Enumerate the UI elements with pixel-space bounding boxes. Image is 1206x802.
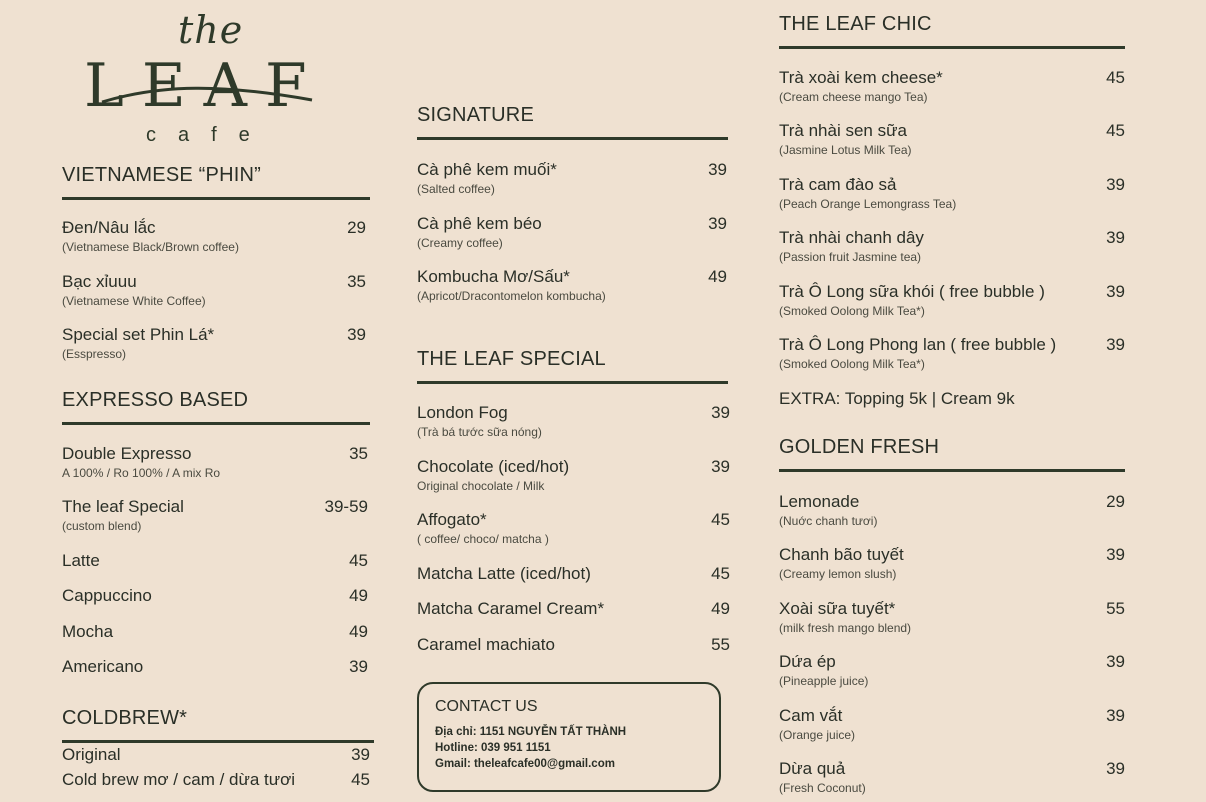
menu-item xyxy=(62,325,366,361)
menu-item xyxy=(779,652,1125,688)
section-signature xyxy=(417,104,728,140)
item-price: 39 xyxy=(347,325,366,344)
item-name: Đen/Nâu lắc xyxy=(62,218,156,237)
section-divider xyxy=(62,422,370,425)
section-title: COLDBREW* xyxy=(62,707,188,729)
menu-item xyxy=(62,497,368,533)
section-golden-fresh xyxy=(779,436,1125,472)
chic-items xyxy=(779,68,1125,378)
menu-item xyxy=(62,272,366,308)
menu-item xyxy=(62,586,368,606)
item-desc: (Cream cheese mango Tea) xyxy=(779,90,928,104)
menu-item xyxy=(779,335,1125,371)
item-desc: (Esspresso) xyxy=(62,347,127,361)
item-price: 35 xyxy=(349,444,368,463)
item-name: Cold brew mơ / cam / dừa tươi xyxy=(62,770,296,789)
item-desc: (Vietnamese Black/Brown coffee) xyxy=(62,240,239,254)
menu-item xyxy=(417,564,730,584)
item-name: Cam vắt xyxy=(779,706,843,725)
item-price: 39 xyxy=(711,403,730,422)
item-desc: (Vietnamese White Coffee) xyxy=(62,294,206,308)
item-price: 39 xyxy=(349,657,368,676)
item-desc: (Smoked Oolong Milk Tea*) xyxy=(779,357,925,371)
item-name: Special set Phin Lá* xyxy=(62,325,215,344)
item-price: 49 xyxy=(349,586,368,605)
item-desc: (Smoked Oolong Milk Tea*) xyxy=(779,304,925,318)
item-name: Trà Ô Long sữa khói ( free bubble ) xyxy=(779,282,1045,301)
item-name: The leaf Special xyxy=(62,497,184,516)
item-name: Trà xoài kem cheese* xyxy=(779,68,943,87)
item-name: Kombucha Mơ/Sấu* xyxy=(417,267,570,286)
section-title: EXPRESSO BASED xyxy=(62,389,249,411)
contact-title: CONTACT US xyxy=(435,698,538,715)
item-price: 39 xyxy=(1106,652,1125,671)
menu-item xyxy=(62,770,370,790)
signature-items xyxy=(417,160,727,310)
item-desc: (milk fresh mango blend) xyxy=(779,621,912,635)
menu-item xyxy=(417,160,727,196)
item-price: 49 xyxy=(711,599,730,618)
espresso-items xyxy=(62,444,368,684)
item-price: 39 xyxy=(1106,759,1125,778)
item-name: Lemonade xyxy=(779,492,860,511)
coldbrew-items xyxy=(62,745,370,795)
item-name: Cà phê kem muối* xyxy=(417,160,557,179)
item-name: Trà cam đào sả xyxy=(779,175,897,194)
contact-email: Gmail: theleafcafe00@gmail.com xyxy=(435,758,615,770)
item-price: 55 xyxy=(711,635,730,654)
item-desc: (Orange juice) xyxy=(779,728,856,742)
cafe-logo xyxy=(82,8,325,148)
item-desc: (Apricot/Dracontomelon kombucha) xyxy=(417,289,606,303)
item-price: 45 xyxy=(349,551,368,570)
menu-item xyxy=(62,551,368,571)
menu-item xyxy=(779,282,1125,318)
item-price: 29 xyxy=(347,218,366,237)
item-price: 39 xyxy=(1106,545,1125,564)
phin-items xyxy=(62,218,366,368)
section-title: SIGNATURE xyxy=(417,104,534,126)
item-name: Latte xyxy=(62,551,100,570)
item-name: Trà nhài sen sữa xyxy=(779,121,907,140)
item-name: Dừa quả xyxy=(779,759,846,778)
menu-item xyxy=(62,218,366,254)
item-price: 55 xyxy=(1106,599,1125,618)
section-divider xyxy=(62,740,374,743)
menu-item xyxy=(779,759,1125,795)
item-name: Xoài sữa tuyết* xyxy=(779,599,896,618)
item-price: 39 xyxy=(1106,175,1125,194)
item-price: 45 xyxy=(711,564,730,583)
item-desc: (Peach Orange Lemongrass Tea) xyxy=(779,197,957,211)
menu-item xyxy=(417,635,730,655)
section-divider xyxy=(417,137,728,140)
section-title: THE LEAF SPECIAL xyxy=(417,348,606,370)
item-desc: (Creamy lemon slush) xyxy=(779,567,897,581)
item-price: 39 xyxy=(1106,282,1125,301)
item-name: Americano xyxy=(62,657,144,676)
section-the-leaf-special xyxy=(417,348,728,384)
special-items xyxy=(417,403,730,663)
item-name: Dứa ép xyxy=(779,652,836,671)
item-name: Chocolate (iced/hot) xyxy=(417,457,570,476)
item-name: Cà phê kem béo xyxy=(417,214,542,233)
menu-item xyxy=(417,403,730,439)
menu-item xyxy=(417,267,727,303)
item-name: Cappuccino xyxy=(62,586,152,605)
contact-hotline: Hotline: 039 951 1151 xyxy=(435,742,551,754)
item-desc: (Nuớc chanh tươi) xyxy=(779,514,878,528)
section-divider xyxy=(779,469,1125,472)
item-price: 49 xyxy=(349,622,368,641)
item-name: Matcha Latte (iced/hot) xyxy=(417,564,591,583)
menu-item xyxy=(779,175,1125,211)
item-name: Trà nhài chanh dây xyxy=(779,228,924,247)
item-desc: (Pineapple juice) xyxy=(779,674,869,688)
item-price: 45 xyxy=(711,510,730,529)
menu-item xyxy=(417,457,730,493)
logo-swoosh-icon xyxy=(82,82,322,112)
item-price: 45 xyxy=(1106,121,1125,140)
section-title: GOLDEN FRESH xyxy=(779,436,940,458)
item-desc: (Passion fruit Jasmine tea) xyxy=(779,250,922,264)
contact-address: Địa chỉ: 1151 NGUYỄN TẤT THÀNH xyxy=(435,726,627,738)
item-price: 29 xyxy=(1106,492,1125,511)
section-vietnamese-phin xyxy=(62,164,370,200)
item-desc: (Creamy coffee) xyxy=(417,236,503,250)
item-price: 49 xyxy=(708,267,727,286)
logo-leaf: LEAF xyxy=(84,51,325,121)
item-name: Chanh bão tuyết xyxy=(779,545,904,564)
item-desc: Original chocolate / Milk xyxy=(417,479,545,493)
item-price: 39 xyxy=(1106,706,1125,725)
menu-item xyxy=(62,444,368,480)
extra-note: EXTRA: Topping 5k | Cream 9k xyxy=(779,389,1015,408)
section-divider xyxy=(417,381,728,384)
logo-the: the xyxy=(178,8,244,52)
menu-item xyxy=(779,599,1125,635)
menu-item xyxy=(62,622,368,642)
section-the-leaf-chic xyxy=(779,13,1125,49)
item-name: Mocha xyxy=(62,622,114,641)
item-price: 45 xyxy=(351,770,370,789)
item-name: London Fog xyxy=(417,403,508,422)
menu-item xyxy=(417,214,727,250)
menu-item xyxy=(779,121,1125,157)
section-title: VIETNAMESE “PHIN” xyxy=(62,164,261,186)
menu-item xyxy=(62,657,368,677)
item-desc: (custom blend) xyxy=(62,519,142,533)
menu-item xyxy=(779,706,1125,742)
item-price: 39 xyxy=(708,214,727,233)
item-price: 39 xyxy=(1106,335,1125,354)
item-desc: (Fresh Coconut) xyxy=(779,781,866,795)
item-desc: (Jasmine Lotus Milk Tea) xyxy=(779,143,912,157)
menu-item xyxy=(417,599,730,619)
item-name: Double Expresso xyxy=(62,444,192,463)
item-name: Caramel machiato xyxy=(417,635,555,654)
item-price: 39 xyxy=(711,457,730,476)
menu-item xyxy=(779,545,1125,581)
menu-item xyxy=(779,492,1125,528)
item-price: 39 xyxy=(1106,228,1125,247)
section-expresso-based xyxy=(62,389,370,425)
menu-item xyxy=(417,510,730,546)
section-coldbrew xyxy=(62,707,374,743)
item-price: 45 xyxy=(1106,68,1125,87)
menu-item xyxy=(779,68,1125,104)
menu-item xyxy=(779,228,1125,264)
menu-item xyxy=(62,745,370,765)
item-name: Affogato* xyxy=(417,510,487,529)
contact-box xyxy=(417,682,721,792)
item-desc: (Salted coffee) xyxy=(417,182,495,196)
section-divider xyxy=(779,46,1125,49)
item-desc: ( coffee/ choco/ matcha ) xyxy=(417,532,549,546)
item-name: Original xyxy=(62,745,121,764)
item-price: 35 xyxy=(347,272,366,291)
item-name: Trà Ô Long Phong lan ( free bubble ) xyxy=(779,335,1057,354)
item-desc: (Trà bá tước sữa nóng) xyxy=(417,425,542,439)
golden-items xyxy=(779,492,1125,797)
item-price: 39 xyxy=(351,745,370,764)
section-divider xyxy=(62,197,370,200)
item-price: 39-59 xyxy=(324,497,368,516)
item-price: 39 xyxy=(708,160,727,179)
logo-cafe: cafe xyxy=(146,124,272,146)
item-desc: A 100% / Ro 100% / A mix Ro xyxy=(62,466,221,480)
item-name: Bạc xỉuuu xyxy=(62,272,137,291)
section-title: THE LEAF CHIC xyxy=(779,13,932,35)
item-name: Matcha Caramel Cream* xyxy=(417,599,605,618)
